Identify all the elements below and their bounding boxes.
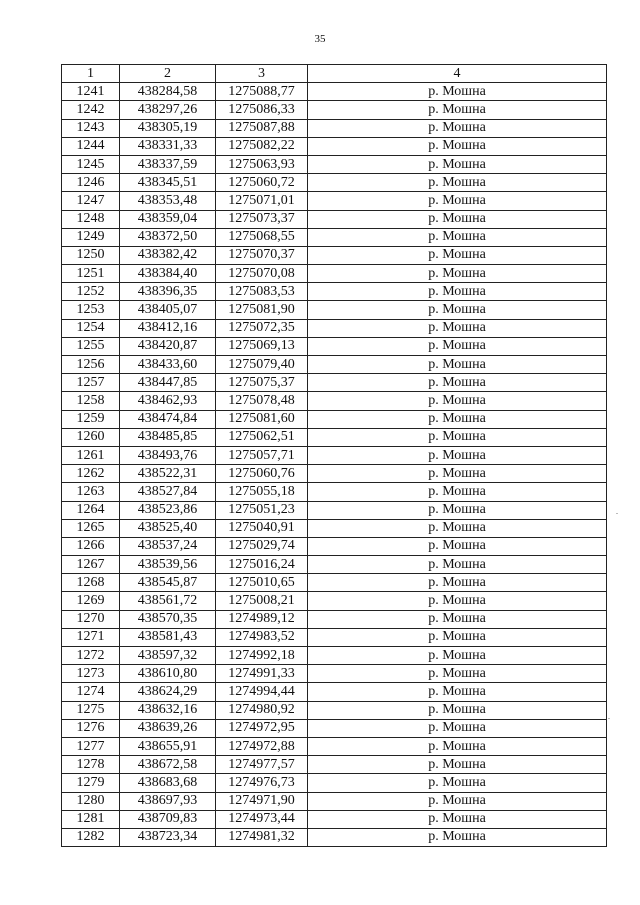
cell-point-number: 1260 <box>62 428 120 446</box>
cell-description: р. Мошна <box>308 174 607 192</box>
cell-description: р. Мошна <box>308 810 607 828</box>
table-row <box>62 574 607 592</box>
cell-x-coordinate: 438697,93 <box>120 792 216 810</box>
cell-x-coordinate: 438405,07 <box>120 301 216 319</box>
cell-description: р. Мошна <box>308 610 607 628</box>
table-row <box>62 155 607 173</box>
cell-description: р. Мошна <box>308 756 607 774</box>
cell-description: р. Мошна <box>308 483 607 501</box>
cell-y-coordinate: 1275008,21 <box>216 592 308 610</box>
cell-point-number: 1281 <box>62 810 120 828</box>
cell-point-number: 1270 <box>62 610 120 628</box>
cell-y-coordinate: 1275060,72 <box>216 174 308 192</box>
cell-point-number: 1276 <box>62 719 120 737</box>
cell-y-coordinate: 1275070,37 <box>216 246 308 264</box>
cell-description: р. Мошна <box>308 356 607 374</box>
cell-y-coordinate: 1275068,55 <box>216 228 308 246</box>
column-header-description: 4 <box>308 65 607 83</box>
cell-description: р. Мошна <box>308 519 607 537</box>
cell-x-coordinate: 438723,34 <box>120 828 216 846</box>
table-row <box>62 810 607 828</box>
cell-x-coordinate: 438359,04 <box>120 210 216 228</box>
table-row <box>62 319 607 337</box>
table-row <box>62 774 607 792</box>
cell-x-coordinate: 438539,56 <box>120 556 216 574</box>
cell-description: р. Мошна <box>308 301 607 319</box>
table-row <box>62 592 607 610</box>
cell-y-coordinate: 1275072,35 <box>216 319 308 337</box>
cell-x-coordinate: 438655,91 <box>120 737 216 755</box>
cell-y-coordinate: 1275055,18 <box>216 483 308 501</box>
table-row <box>62 428 607 446</box>
cell-point-number: 1246 <box>62 174 120 192</box>
cell-point-number: 1243 <box>62 119 120 137</box>
cell-y-coordinate: 1275040,91 <box>216 519 308 537</box>
table-row <box>62 392 607 410</box>
table-row <box>62 210 607 228</box>
cell-description: р. Мошна <box>308 628 607 646</box>
scan-speck <box>616 513 618 514</box>
cell-y-coordinate: 1274971,90 <box>216 792 308 810</box>
cell-x-coordinate: 438353,48 <box>120 192 216 210</box>
cell-y-coordinate: 1275063,93 <box>216 155 308 173</box>
table-row <box>62 301 607 319</box>
cell-y-coordinate: 1275078,48 <box>216 392 308 410</box>
cell-point-number: 1255 <box>62 337 120 355</box>
cell-description: р. Мошна <box>308 446 607 464</box>
cell-x-coordinate: 438284,58 <box>120 83 216 101</box>
table-row <box>62 465 607 483</box>
column-header-y-coordinate: 3 <box>216 65 308 83</box>
cell-point-number: 1275 <box>62 701 120 719</box>
table-row <box>62 537 607 555</box>
cell-description: р. Мошна <box>308 228 607 246</box>
cell-x-coordinate: 438382,42 <box>120 246 216 264</box>
cell-y-coordinate: 1274976,73 <box>216 774 308 792</box>
column-header-point-number: 1 <box>62 65 120 83</box>
cell-y-coordinate: 1274989,12 <box>216 610 308 628</box>
cell-description: р. Мошна <box>308 265 607 283</box>
cell-x-coordinate: 438639,26 <box>120 719 216 737</box>
table-row <box>62 628 607 646</box>
table-row <box>62 483 607 501</box>
cell-point-number: 1272 <box>62 647 120 665</box>
cell-point-number: 1274 <box>62 683 120 701</box>
cell-description: р. Мошна <box>308 192 607 210</box>
cell-description: р. Мошна <box>308 792 607 810</box>
cell-description: р. Мошна <box>308 319 607 337</box>
cell-point-number: 1242 <box>62 101 120 119</box>
cell-point-number: 1268 <box>62 574 120 592</box>
cell-description: р. Мошна <box>308 101 607 119</box>
cell-point-number: 1271 <box>62 628 120 646</box>
table-row <box>62 356 607 374</box>
cell-x-coordinate: 438527,84 <box>120 483 216 501</box>
cell-description: р. Мошна <box>308 665 607 683</box>
cell-y-coordinate: 1275016,24 <box>216 556 308 574</box>
cell-description: р. Мошна <box>308 410 607 428</box>
cell-x-coordinate: 438545,87 <box>120 574 216 592</box>
cell-point-number: 1263 <box>62 483 120 501</box>
cell-description: р. Мошна <box>308 155 607 173</box>
cell-x-coordinate: 438412,16 <box>120 319 216 337</box>
cell-point-number: 1256 <box>62 356 120 374</box>
cell-point-number: 1244 <box>62 137 120 155</box>
cell-point-number: 1269 <box>62 592 120 610</box>
cell-point-number: 1241 <box>62 83 120 101</box>
table-row <box>62 246 607 264</box>
cell-y-coordinate: 1275071,01 <box>216 192 308 210</box>
table-row <box>62 501 607 519</box>
cell-x-coordinate: 438485,85 <box>120 428 216 446</box>
cell-y-coordinate: 1275062,51 <box>216 428 308 446</box>
table-row <box>62 137 607 155</box>
cell-description: р. Мошна <box>308 774 607 792</box>
table-row <box>62 756 607 774</box>
cell-description: р. Мошна <box>308 337 607 355</box>
cell-y-coordinate: 1275075,37 <box>216 374 308 392</box>
table-row <box>62 192 607 210</box>
cell-point-number: 1273 <box>62 665 120 683</box>
cell-point-number: 1267 <box>62 556 120 574</box>
cell-description: р. Мошна <box>308 701 607 719</box>
table-row <box>62 83 607 101</box>
cell-x-coordinate: 438297,26 <box>120 101 216 119</box>
cell-y-coordinate: 1275083,53 <box>216 283 308 301</box>
cell-y-coordinate: 1275069,13 <box>216 337 308 355</box>
table-row <box>62 228 607 246</box>
cell-description: р. Мошна <box>308 574 607 592</box>
cell-x-coordinate: 438523,86 <box>120 501 216 519</box>
cell-y-coordinate: 1274973,44 <box>216 810 308 828</box>
cell-x-coordinate: 438384,40 <box>120 265 216 283</box>
cell-x-coordinate: 438345,51 <box>120 174 216 192</box>
table-row <box>62 265 607 283</box>
cell-point-number: 1277 <box>62 737 120 755</box>
table-row <box>62 119 607 137</box>
cell-point-number: 1259 <box>62 410 120 428</box>
cell-point-number: 1282 <box>62 828 120 846</box>
table-row <box>62 174 607 192</box>
cell-description: р. Мошна <box>308 137 607 155</box>
cell-x-coordinate: 438709,83 <box>120 810 216 828</box>
cell-y-coordinate: 1275057,71 <box>216 446 308 464</box>
cell-description: р. Мошна <box>308 119 607 137</box>
cell-y-coordinate: 1274981,32 <box>216 828 308 846</box>
cell-point-number: 1257 <box>62 374 120 392</box>
table-row <box>62 683 607 701</box>
cell-y-coordinate: 1275051,23 <box>216 501 308 519</box>
table-row <box>62 647 607 665</box>
cell-y-coordinate: 1274977,57 <box>216 756 308 774</box>
cell-y-coordinate: 1275079,40 <box>216 356 308 374</box>
cell-y-coordinate: 1274983,52 <box>216 628 308 646</box>
table-row <box>62 446 607 464</box>
cell-y-coordinate: 1275082,22 <box>216 137 308 155</box>
cell-point-number: 1250 <box>62 246 120 264</box>
cell-point-number: 1278 <box>62 756 120 774</box>
table-row <box>62 665 607 683</box>
cell-y-coordinate: 1275029,74 <box>216 537 308 555</box>
cell-x-coordinate: 438474,84 <box>120 410 216 428</box>
cell-x-coordinate: 438522,31 <box>120 465 216 483</box>
cell-x-coordinate: 438447,85 <box>120 374 216 392</box>
table-row <box>62 337 607 355</box>
cell-x-coordinate: 438396,35 <box>120 283 216 301</box>
scan-speck <box>608 718 610 719</box>
cell-x-coordinate: 438331,33 <box>120 137 216 155</box>
table-row <box>62 374 607 392</box>
cell-point-number: 1245 <box>62 155 120 173</box>
cell-point-number: 1252 <box>62 283 120 301</box>
cell-description: р. Мошна <box>308 428 607 446</box>
cell-y-coordinate: 1274991,33 <box>216 665 308 683</box>
cell-description: р. Мошна <box>308 537 607 555</box>
cell-description: р. Мошна <box>308 392 607 410</box>
cell-description: р. Мошна <box>308 719 607 737</box>
table-row <box>62 410 607 428</box>
cell-point-number: 1266 <box>62 537 120 555</box>
cell-x-coordinate: 438337,59 <box>120 155 216 173</box>
table-row <box>62 556 607 574</box>
column-header-x-coordinate: 2 <box>120 65 216 83</box>
cell-point-number: 1248 <box>62 210 120 228</box>
cell-x-coordinate: 438433,60 <box>120 356 216 374</box>
cell-y-coordinate: 1274994,44 <box>216 683 308 701</box>
cell-y-coordinate: 1275081,60 <box>216 410 308 428</box>
cell-x-coordinate: 438610,80 <box>120 665 216 683</box>
table-row <box>62 792 607 810</box>
cell-x-coordinate: 438420,87 <box>120 337 216 355</box>
cell-description: р. Мошна <box>308 556 607 574</box>
cell-y-coordinate: 1275088,77 <box>216 83 308 101</box>
table-row <box>62 519 607 537</box>
cell-point-number: 1247 <box>62 192 120 210</box>
cell-description: р. Мошна <box>308 592 607 610</box>
table-body <box>62 83 607 847</box>
cell-point-number: 1254 <box>62 319 120 337</box>
cell-x-coordinate: 438537,24 <box>120 537 216 555</box>
cell-point-number: 1262 <box>62 465 120 483</box>
table-row <box>62 828 607 846</box>
page-number: 35 <box>314 33 326 45</box>
cell-x-coordinate: 438372,50 <box>120 228 216 246</box>
cell-description: р. Мошна <box>308 647 607 665</box>
cell-point-number: 1261 <box>62 446 120 464</box>
table-row <box>62 101 607 119</box>
table-row <box>62 719 607 737</box>
cell-y-coordinate: 1275081,90 <box>216 301 308 319</box>
cell-point-number: 1265 <box>62 519 120 537</box>
cell-y-coordinate: 1274972,88 <box>216 737 308 755</box>
cell-point-number: 1253 <box>62 301 120 319</box>
cell-y-coordinate: 1275010,65 <box>216 574 308 592</box>
cell-point-number: 1251 <box>62 265 120 283</box>
cell-y-coordinate: 1274972,95 <box>216 719 308 737</box>
cell-point-number: 1264 <box>62 501 120 519</box>
cell-x-coordinate: 438672,58 <box>120 756 216 774</box>
cell-x-coordinate: 438462,93 <box>120 392 216 410</box>
cell-x-coordinate: 438632,16 <box>120 701 216 719</box>
table-header-row <box>62 65 607 83</box>
cell-x-coordinate: 438624,29 <box>120 683 216 701</box>
cell-y-coordinate: 1275060,76 <box>216 465 308 483</box>
cell-x-coordinate: 438561,72 <box>120 592 216 610</box>
cell-description: р. Мошна <box>308 83 607 101</box>
table-row <box>62 701 607 719</box>
cell-x-coordinate: 438493,76 <box>120 446 216 464</box>
cell-point-number: 1249 <box>62 228 120 246</box>
cell-description: р. Мошна <box>308 737 607 755</box>
cell-y-coordinate: 1274992,18 <box>216 647 308 665</box>
cell-y-coordinate: 1275086,33 <box>216 101 308 119</box>
cell-description: р. Мошна <box>308 374 607 392</box>
cell-description: р. Мошна <box>308 246 607 264</box>
cell-y-coordinate: 1275087,88 <box>216 119 308 137</box>
table-row <box>62 283 607 301</box>
cell-point-number: 1258 <box>62 392 120 410</box>
cell-y-coordinate: 1274980,92 <box>216 701 308 719</box>
cell-point-number: 1280 <box>62 792 120 810</box>
cell-x-coordinate: 438597,32 <box>120 647 216 665</box>
cell-x-coordinate: 438683,68 <box>120 774 216 792</box>
cell-x-coordinate: 438525,40 <box>120 519 216 537</box>
cell-x-coordinate: 438570,35 <box>120 610 216 628</box>
cell-description: р. Мошна <box>308 210 607 228</box>
table-row <box>62 737 607 755</box>
cell-x-coordinate: 438581,43 <box>120 628 216 646</box>
table-row <box>62 610 607 628</box>
cell-x-coordinate: 438305,19 <box>120 119 216 137</box>
cell-y-coordinate: 1275073,37 <box>216 210 308 228</box>
cell-description: р. Мошна <box>308 283 607 301</box>
cell-description: р. Мошна <box>308 828 607 846</box>
cell-y-coordinate: 1275070,08 <box>216 265 308 283</box>
coordinates-table <box>61 64 607 847</box>
cell-point-number: 1279 <box>62 774 120 792</box>
cell-description: р. Мошна <box>308 683 607 701</box>
cell-description: р. Мошна <box>308 501 607 519</box>
cell-description: р. Мошна <box>308 465 607 483</box>
